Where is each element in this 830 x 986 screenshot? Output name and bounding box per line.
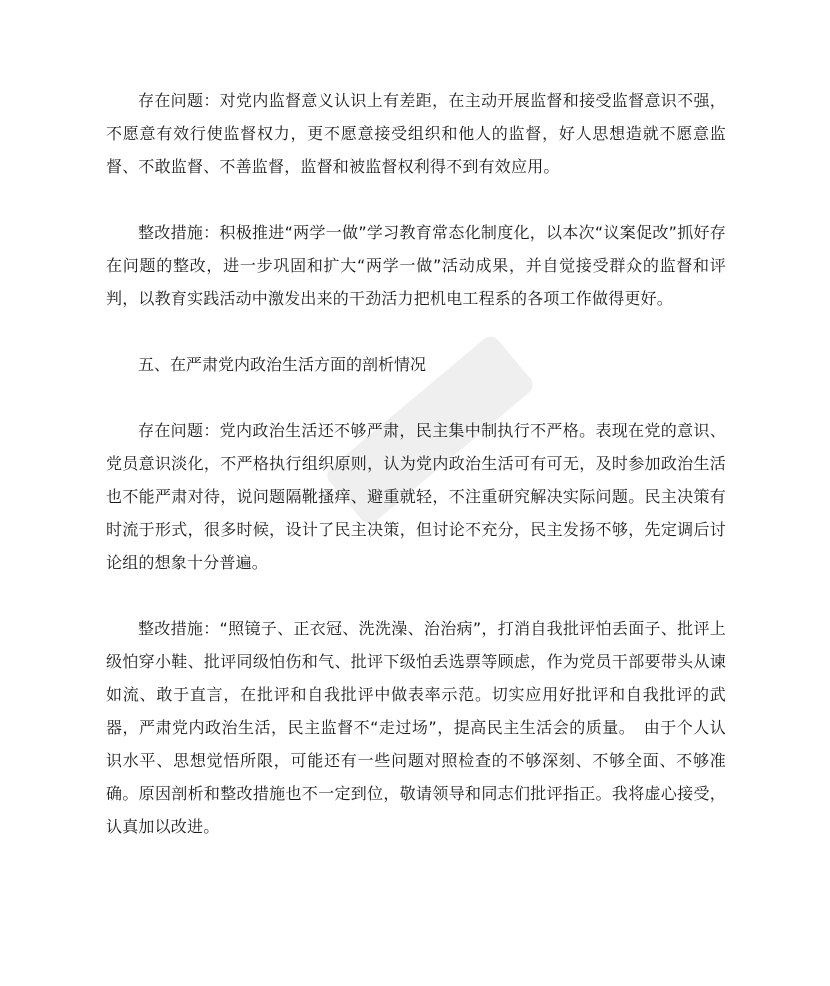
paragraph-problem-supervision: 存在问题：对党内监督意义认识上有差距，在主动开展监督和接受监督意识不强，不愿意有效行使监督权力，更不愿意接受组织和他人的监督，好人思想造就不愿意监督、不敢监督、不善监督，监督和被监督权利得不到有效应用。 — [106, 91, 726, 176]
paragraph-measures-political-life: 整改措施：“照镜子、正衣冠、洗洗澡、治治病”，打消自我批评怕丢面子、批评上级怕穿小鞋、批评同级怕伤和气、批评下级怕丢选票等顾虑，作为党员干部要带头从谏如流、敢于直言，在批评和自我批评中做表率示范。切实应用好批评和自我批评的武器，严肃党内政治生活，民主监督不“走过场”，提高民主生活会的质量。 由于个人认识水平、思想觉悟所限，可能还有一些问题对照检查的不够深刻、不够全面、不够准确。原因剖析和整改措施也不一定到位，敬请领导和同志们批评指正。我将虚心接受，认真加以改进。 — [106, 619, 726, 836]
document-body — [106, 84, 726, 876]
section-heading-political-life: 五、在严肃党内政治生活方面的剖析情况 — [138, 355, 427, 374]
paragraph-problem-political-life: 存在问题：党内政治生活还不够严肃，民主集中制执行不严格。表现在党的意识、党员意识淡化，不严格执行组织原则，认为党内政治生活可有可无，及时参加政治生活也不能严肃对待，说问题隔靴搔痒、避重就轻，不注重研究解决实际问题。民主决策有时流于形式，很多时候，设计了民主决策，但讨论不充分，民主发扬不够，先定调后讨论组的想象十分普遍。 — [106, 421, 726, 572]
paragraph-measures-supervision: 整改措施：积极推进“两学一做”学习教育常态化制度化，以本次“议案促改”抓好存在问题的整改，进一步巩固和扩大“两学一做”活动成果，并自觉接受群众的监督和评判，以教育实践活动中激发出来的干劲活力把机电工程系的各项工作做得更好。 — [106, 223, 726, 308]
